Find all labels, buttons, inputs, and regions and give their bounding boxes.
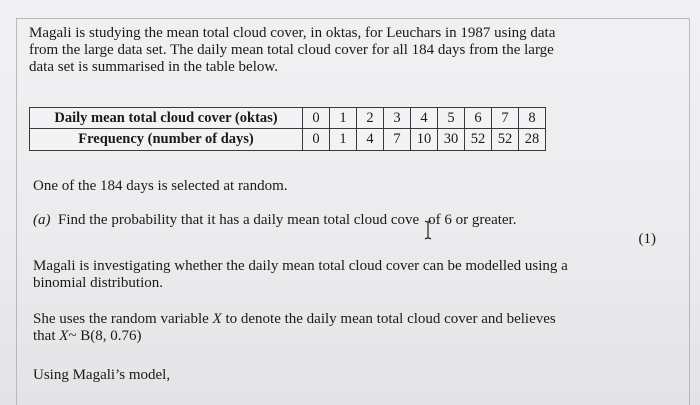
table-row-frequency: [30, 129, 546, 151]
table-cell: 30: [438, 129, 465, 151]
table-cell: 0: [303, 108, 330, 129]
part-a-marks: (1): [638, 231, 656, 247]
table-cell: 5: [438, 108, 465, 129]
table-cell: 52: [465, 129, 492, 151]
table-cell: 7: [492, 108, 519, 129]
binomial-paragraph: [33, 258, 568, 292]
part-a-label: (a): [33, 212, 51, 228]
table-cell: 2: [357, 108, 384, 129]
row-label-oktas: Daily mean total cloud cover (oktas): [30, 108, 303, 129]
variable-x: X: [59, 328, 69, 344]
binomial-notation: ~ B(8, 0.76): [68, 328, 142, 344]
model-text: to denote the daily mean total cloud cover and believes: [221, 311, 556, 327]
table-cell: 3: [384, 108, 411, 129]
table-cell: 1: [330, 108, 357, 129]
table-cell: 8: [519, 108, 546, 129]
model-text: that: [33, 328, 60, 344]
table-cell: 4: [411, 108, 438, 129]
part-a-text-start: Find the probability that it has a daily mean total cloud cove: [58, 212, 420, 228]
table-cell: 4: [357, 129, 384, 151]
intro-line: data set is summarised in the table below.: [29, 59, 278, 75]
model-line-1: [33, 311, 556, 328]
model-text: She uses the random variable: [33, 311, 213, 327]
intro-paragraph: [29, 25, 555, 76]
model-line-2: [33, 328, 556, 345]
table-cell: 6: [465, 108, 492, 129]
frequency-table: [29, 107, 546, 151]
part-a-text-end: of 6 or greater.: [428, 212, 517, 228]
table-cell: 10: [411, 129, 438, 151]
row-label-frequency: Frequency (number of days): [30, 129, 303, 151]
selection-statement: One of the 184 days is selected at random.: [33, 178, 288, 194]
model-paragraph: [33, 311, 556, 345]
binomial-line: binomial distribution.: [33, 275, 163, 291]
table-cell: 28: [519, 129, 546, 151]
table-cell: 7: [384, 129, 411, 151]
intro-line: from the large data set. The daily mean total cloud cover for all 184 days from the large: [29, 42, 554, 58]
intro-line: Magali is studying the mean total cloud cover, in oktas, for Leuchars in 1987 using data: [29, 25, 556, 41]
table-cell: 0: [303, 129, 330, 151]
variable-x: X: [212, 311, 222, 327]
part-a-question: [33, 212, 516, 229]
text-cursor-icon: [423, 220, 433, 240]
using-model-text: Using Magali’s model,: [33, 367, 171, 383]
table-cell: 1: [330, 129, 357, 151]
table-row-oktas: [30, 108, 546, 129]
table-cell: 52: [492, 129, 519, 151]
binomial-line: Magali is investigating whether the daily mean total cloud cover can be modelled using a: [33, 258, 568, 274]
